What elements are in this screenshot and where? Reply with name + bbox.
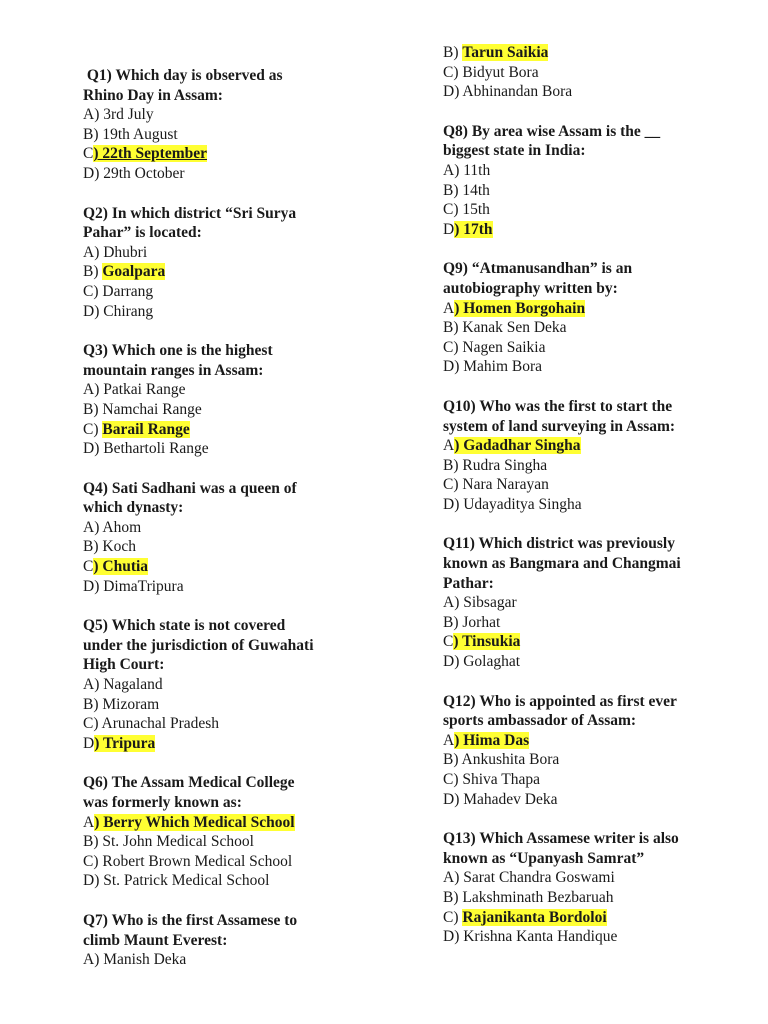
option-text: Golaghat (459, 653, 521, 671)
question-text: Q11) Which district was previously known as Bangmara and Changmai Pathar: (443, 535, 681, 592)
question-block (443, 43, 743, 102)
option (443, 750, 743, 770)
option-letter: D (83, 734, 95, 752)
question-block (443, 259, 743, 377)
option (83, 675, 373, 695)
option (83, 439, 373, 459)
option-letter: D) (83, 440, 100, 458)
option (83, 852, 373, 872)
question-block (83, 479, 373, 597)
option-letter: A) (443, 594, 460, 612)
option-letter: C) (83, 420, 103, 438)
option-text: Udayaditya Singha (459, 495, 582, 513)
question-text: Q2) In which district “Sri Surya Pahar” is located: (83, 204, 297, 242)
question-block (83, 66, 373, 184)
highlighted-answer: ) Chutia (93, 558, 149, 576)
option (443, 888, 743, 908)
option-text: Kanak Sen Deka (458, 319, 567, 337)
answer-option (83, 262, 373, 282)
question-text: Q6) The Assam Medical College was formerly known as: (83, 774, 295, 811)
option-text: Bidyut Bora (458, 63, 539, 81)
option (83, 871, 373, 891)
option-letter: D) (83, 164, 100, 182)
option-letter: D) (443, 790, 460, 808)
option (83, 380, 373, 400)
question-text: Q9) “Atmanusandhan” is an autobiography written by: (443, 260, 633, 297)
option-text: Koch (98, 538, 136, 556)
option-letter: D) (443, 495, 460, 513)
option-text: Nagaland (99, 676, 163, 694)
option-letter: B) (83, 263, 103, 281)
option (443, 475, 743, 495)
highlighted-answer: Rajanikanta Bordoloi (462, 908, 607, 926)
option (443, 770, 743, 790)
option-text: Mahadev Deka (459, 790, 558, 808)
option (83, 577, 373, 597)
option-letter: B) (443, 456, 459, 474)
option (83, 243, 373, 263)
option (443, 357, 743, 377)
highlighted-answer: Tarun Saikia (462, 44, 549, 61)
question-block (443, 534, 743, 671)
option (83, 282, 373, 302)
option-letter: B) (83, 125, 99, 143)
option-text: Sarat Chandra Goswami (459, 869, 615, 887)
answer-option (83, 813, 373, 833)
option-letter: D) (83, 872, 100, 890)
highlighted-answer: ) Berry Which Medical School (94, 813, 295, 831)
option-text: St. John Medical School (98, 833, 254, 851)
highlighted-answer: ) Gadadhar Singha (454, 437, 581, 455)
option-text: Darrang (98, 282, 154, 300)
option-text: 19th August (98, 125, 178, 143)
option-text: Sibsagar (459, 594, 517, 612)
option-letter: C) (443, 201, 459, 219)
option (83, 714, 373, 734)
option-letter: D) (443, 83, 460, 101)
option-letter: A (443, 437, 455, 455)
answer-option (443, 632, 743, 652)
option-text: Robert Brown Medical School (98, 852, 293, 870)
question-block (443, 122, 743, 240)
option (83, 695, 373, 715)
option (443, 593, 743, 613)
option-letter: C) (83, 282, 99, 300)
option-letter: A) (83, 381, 100, 399)
option-letter: C) (443, 338, 459, 356)
question-block (83, 204, 373, 322)
option-text: Ahom (99, 518, 142, 536)
option-letter: A (443, 299, 455, 317)
answer-option (83, 144, 373, 164)
option (443, 338, 743, 358)
question-block (443, 397, 743, 515)
option (443, 161, 743, 181)
question-block (83, 773, 373, 891)
question-block (83, 911, 373, 970)
option-letter: B) (443, 751, 459, 769)
option (83, 518, 373, 538)
option (83, 105, 373, 125)
option (443, 456, 743, 476)
option-letter: B) (443, 319, 459, 337)
option (443, 200, 743, 220)
option-letter: D (443, 220, 455, 238)
option (83, 164, 373, 184)
option-text: Ankushita Bora (458, 751, 560, 769)
answer-option (443, 220, 743, 240)
option-text: 15th (458, 201, 490, 219)
option-letter: C (443, 633, 454, 651)
option-letter: C) (443, 771, 459, 788)
option-text: Lakshminath Bezbaruah (458, 888, 614, 906)
question-text: Q13) Which Assamese writer is also known as “Upanyash Samrat” (443, 830, 679, 867)
option (83, 537, 373, 557)
option-letter: B) (443, 44, 463, 61)
option-text: Nara Narayan (458, 476, 549, 494)
option (443, 927, 743, 947)
option-letter: B) (83, 538, 99, 556)
option-text: Mahim Bora (459, 358, 543, 376)
left-column (83, 66, 373, 990)
question-text: Q4) Sati Sadhani was a queen of which dynasty: (83, 479, 297, 517)
option (443, 495, 743, 515)
option (83, 400, 373, 420)
option-letter: B) (443, 613, 459, 631)
option-letter: D) (443, 653, 460, 671)
question-block (443, 692, 743, 810)
option (443, 613, 743, 633)
option-letter: A) (83, 676, 100, 694)
option-letter: B) (443, 181, 459, 199)
option-letter: D) (443, 928, 460, 946)
option (443, 82, 743, 102)
option (443, 652, 743, 672)
option-text: Patkai Range (99, 381, 186, 399)
option-letter: D) (443, 358, 460, 376)
option-letter: C) (443, 908, 463, 926)
option (83, 302, 373, 322)
option-letter: A (443, 731, 455, 749)
option-text: St. Patrick Medical School (99, 872, 270, 890)
option-text: Shiva Thapa (458, 771, 541, 788)
answer-option (443, 43, 743, 63)
option-letter: A) (83, 951, 100, 969)
option-text: 3rd July (99, 106, 154, 124)
highlighted-answer: ) Hima Das (454, 731, 530, 749)
answer-option (83, 420, 373, 440)
option-text: Arunachal Pradesh (98, 715, 220, 733)
question-text: Q8) By area wise Assam is the __ biggest state in India: (443, 122, 661, 160)
question-block (83, 616, 373, 753)
option-letter: B) (83, 833, 99, 851)
highlighted-answer: ) 17th (454, 220, 493, 238)
answer-option (83, 557, 373, 577)
question-text: Q12) Who is appointed as first ever sports ambassador of Assam: (443, 692, 677, 730)
option-letter: A) (83, 243, 100, 261)
option (443, 318, 743, 338)
option-letter: A (83, 813, 95, 831)
option-text: Namchai Range (98, 400, 202, 418)
highlighted-answer: ) Tripura (94, 734, 156, 752)
question-block (443, 829, 743, 947)
question-block (83, 341, 373, 459)
option-text: Krishna Kanta Handique (459, 928, 618, 946)
question-text: Q7) Who is the first Assamese to climb Maunt Everest: (83, 911, 298, 949)
option-text: Dhubri (99, 243, 148, 261)
answer-option (443, 908, 743, 928)
highlighted-answer: ) Tinsukia (453, 633, 521, 651)
option-text: Chirang (99, 302, 154, 320)
option-text: DimaTripura (99, 577, 184, 595)
option-text: Bethartoli Range (99, 440, 209, 458)
option-letter: A) (83, 106, 100, 124)
option-text: 14th (458, 181, 490, 199)
option (83, 832, 373, 852)
option-letter: D) (83, 577, 100, 595)
option-letter: B) (83, 400, 99, 418)
option-letter: C) (83, 715, 99, 733)
highlighted-answer: ) Homen Borgohain (454, 299, 586, 317)
option-text: Manish Deka (99, 951, 187, 969)
option (83, 125, 373, 145)
option-letter: C) (443, 476, 459, 494)
answer-option (443, 436, 743, 456)
option-letter: C) (83, 852, 99, 870)
right-column (443, 43, 743, 967)
highlighted-answer: ) 22th September (93, 145, 207, 163)
option-text: Nagen Saikia (458, 338, 546, 356)
option (443, 181, 743, 201)
option (443, 790, 743, 810)
option (83, 950, 373, 970)
option-text: Jorhat (458, 613, 501, 631)
option-letter: A) (83, 518, 100, 536)
option-letter: B) (443, 888, 459, 906)
question-text: Q1) Which day is observed as Rhino Day in Assam: (83, 67, 283, 104)
answer-option (83, 734, 373, 754)
option-letter: C) (443, 63, 459, 81)
option-letter: A) (443, 869, 460, 887)
option-letter: A) (443, 161, 460, 179)
option-text: 11th (459, 161, 491, 179)
answer-option (443, 731, 743, 751)
option-letter: B) (83, 695, 99, 713)
answer-option (443, 299, 743, 319)
option-letter: C (83, 558, 94, 576)
question-text: Q10) Who was the first to start the system of land surveying in Assam: (443, 397, 676, 435)
question-text: Q3) Which one is the highest mountain ranges in Assam: (83, 342, 273, 379)
option (443, 63, 743, 83)
question-text: Q5) Which state is not covered under the jurisdiction of Guwahati High Court: (83, 617, 314, 674)
highlighted-answer: Barail Range (102, 420, 190, 438)
option-text: Mizoram (98, 695, 160, 713)
option-text: 29th October (99, 164, 185, 182)
option-letter: C (83, 145, 94, 163)
option-text: Rudra Singha (458, 456, 548, 474)
highlighted-answer: Goalpara (102, 263, 166, 281)
option-text: Abhinandan Bora (459, 83, 573, 101)
option (443, 868, 743, 888)
option-letter: D) (83, 302, 100, 320)
